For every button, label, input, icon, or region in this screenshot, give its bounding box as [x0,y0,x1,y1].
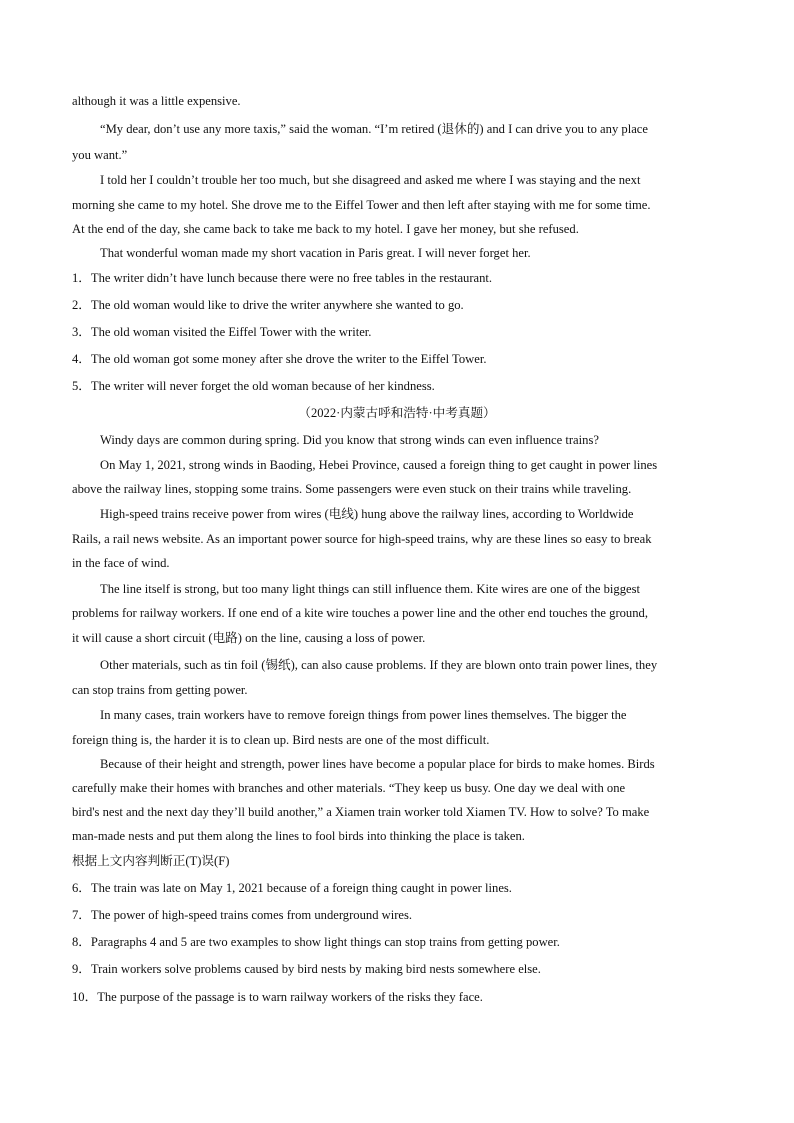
passage-line: it will cause a short circuit (电路) on the line, causing a loss of power. [72,631,426,645]
passage-line: man-made nests and put them along the lines to fool birds into thinking the place is taken. [72,829,525,843]
passage-line: Rails, a rail news website. As an important power source for high-speed trains, why are these lines so easy to break [72,532,652,546]
passage-line: The line itself is strong, but too many light things can still influence them. Kite wires are one of the biggest [100,582,641,596]
question-item: 8．Paragraphs 4 and 5 are two examples to show light things can stop trains from getting power. [72,935,560,949]
passage-line: On May 1, 2021, strong winds in Baoding, Hebei Province, caused a foreign thing to get caught in power lines [100,458,658,472]
passage-line: in the face of wind. [72,556,170,570]
passage-line: Windy days are common during spring. Did you know that strong winds can even influence trains? [100,433,599,447]
passage-line: above the railway lines, stopping some trains. Some passengers were even stuck on their trains while traveling. [72,482,632,496]
passage-line: Because of their height and strength, power lines have become a popular place for birds to make homes. Birds [100,757,655,771]
passage-line: can stop trains from getting power. [72,683,248,697]
passage-line: At the end of the day, she came back to take me back to my hotel. I gave her money, but she refused. [72,222,579,236]
passage-line: High-speed trains receive power from wires (电线) hung above the railway lines, according to Worldwide [100,507,634,521]
passage-line: Other materials, such as tin foil (锡纸), can also cause problems. If they are blown onto train power lines, they [100,658,658,672]
passage-line: morning she came to my hotel. She drove me to the Eiffel Tower and then left after staying with me for some time. [72,198,651,212]
passage-line: In many cases, train workers have to remove foreign things from power lines themselves. The bigger the [100,708,627,722]
question-item: 6．The train was late on May 1, 2021 because of a foreign thing caught in power lines. [72,881,512,895]
question-item: 3．The old woman visited the Eiffel Tower with the writer. [72,325,372,339]
passage-line: That wonderful woman made my short vacation in Paris great. I will never forget her. [100,246,531,260]
passage-line: “My dear, don’t use any more taxis,” said the woman. “I’m retired (退休的) and I can drive you to any place [100,122,648,136]
question-item: 1．The writer didn’t have lunch because there were no free tables in the restaurant. [72,271,493,285]
instruction-text: 根据上文内容判断正(T)误(F) [72,854,230,868]
passage-line: I told her I couldn’t trouble her too much, but she disagreed and asked me where I was staying and the next [100,173,641,187]
passage-line: problems for railway workers. If one end of a kite wire touches a power line and the other end touches the ground, [72,606,648,620]
question-item: 7．The power of high-speed trains comes from underground wires. [72,908,413,922]
question-item: 9．Train workers solve problems caused by bird nests by making bird nests somewhere else. [72,962,541,976]
passage-line: bird's nest and the next day they’ll build another,” a Xiamen train worker told Xiamen TV. How to solve? To make [72,805,650,819]
question-item: 10．The purpose of the passage is to warn railway workers of the risks they face. [72,990,483,1004]
source-heading: （2022·内蒙古呼和浩特·中考真题） [298,406,496,420]
question-item: 4．The old woman got some money after she drove the writer to the Eiffel Tower. [72,352,487,366]
passage-line: you want.” [72,148,128,162]
passage-line: foreign thing is, the harder it is to clean up. Bird nests are one of the most difficult. [72,733,490,747]
passage-line: although it was a little expensive. [72,94,241,108]
passage-line: carefully make their homes with branches and other materials. “They keep us busy. One day we deal with one [72,781,626,795]
question-item: 2．The old woman would like to drive the writer anywhere she wanted to go. [72,298,464,312]
question-item: 5．The writer will never forget the old woman because of her kindness. [72,379,435,393]
